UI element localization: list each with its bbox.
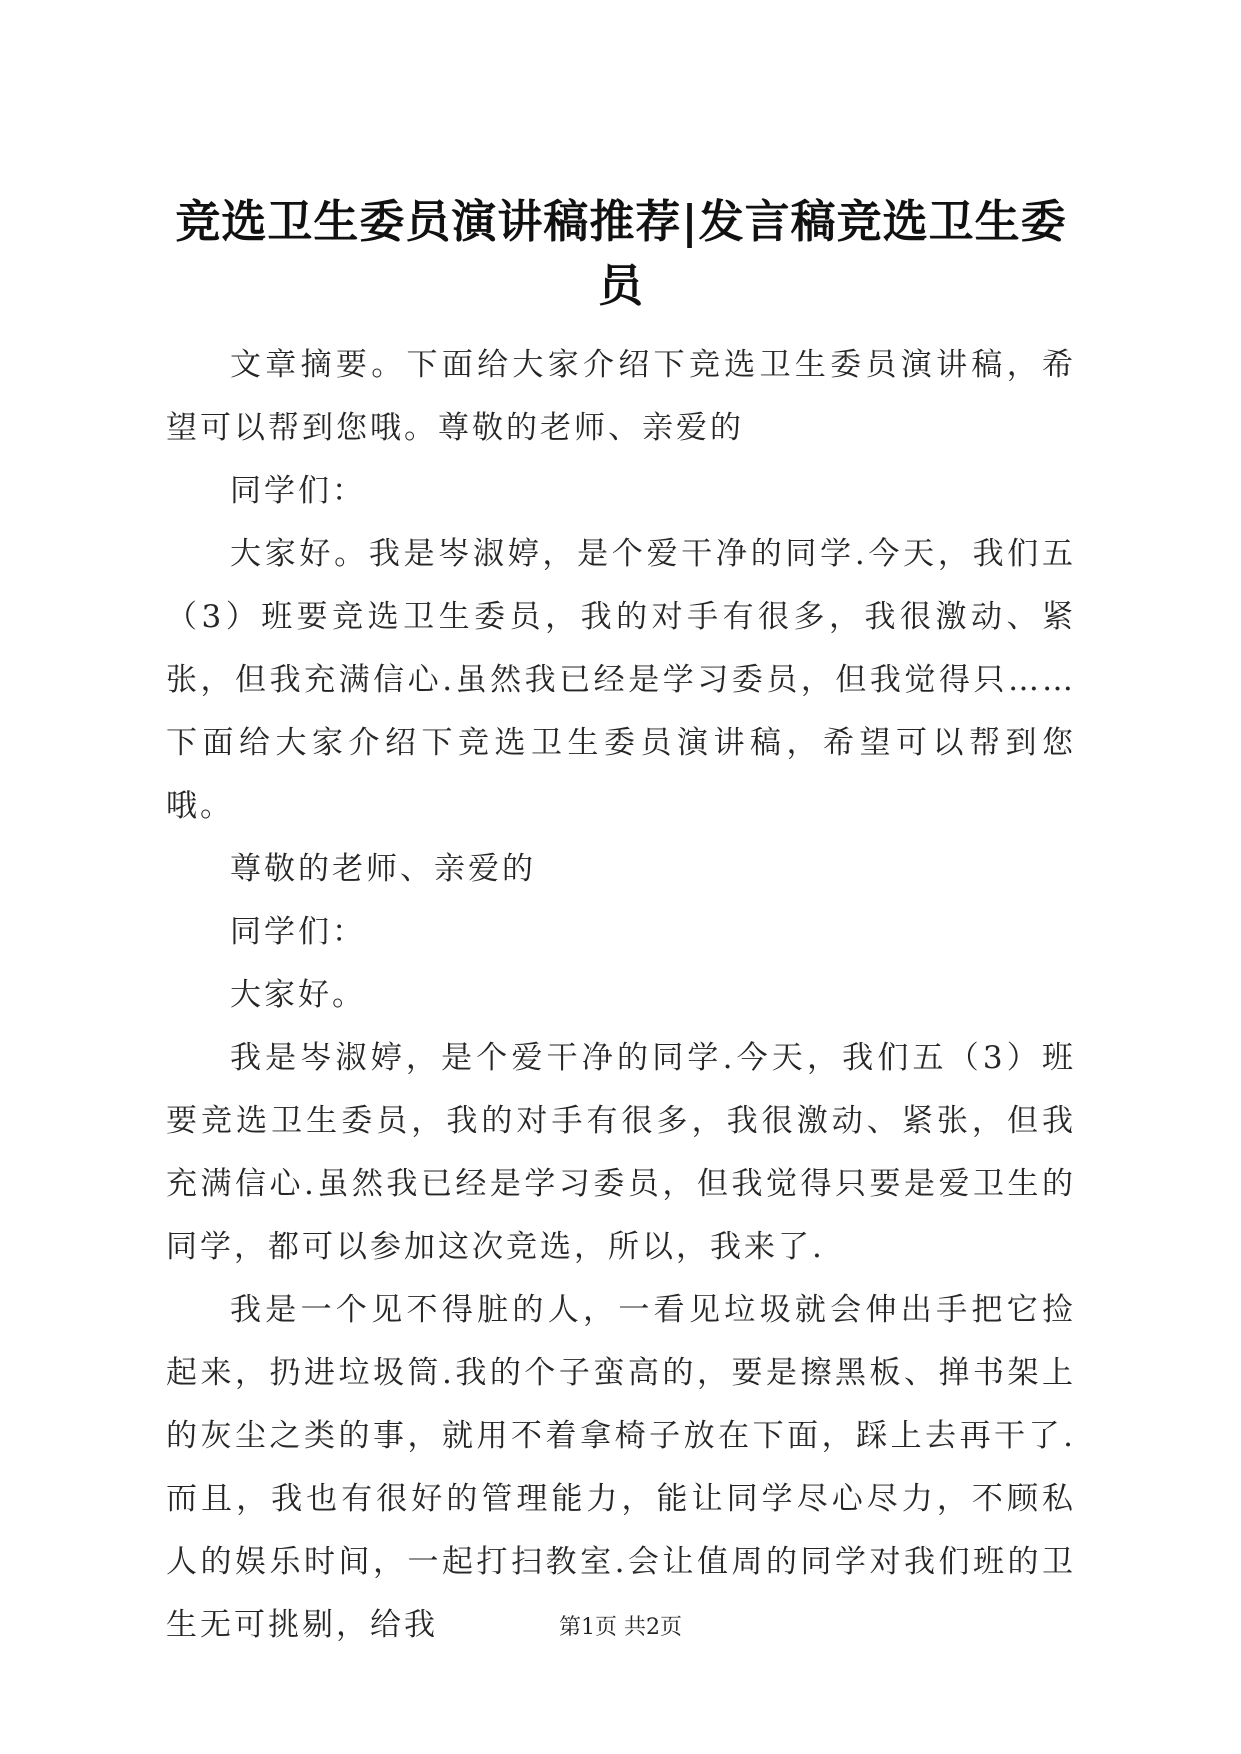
- page-number-footer: 第1页 共2页: [559, 1615, 682, 1640]
- paragraph-greeting: 同学们：: [230, 473, 366, 509]
- paragraph-introduction: 我是岑淑婷，是个爱干净的同学.今天，我们五（3）班要竞选卫生委员，我的对手有很多，我很激动、紧张，但我充满信心.虽然我已经是学习委员，但我觉得只要是爱卫生的同学，都可以参加这次竞选，所以，我来了.: [166, 1040, 1076, 1265]
- document-title: 竞选卫生委员演讲稿推荐|发言稿竞选卫生委员: [175, 195, 1067, 312]
- document-body: [166, 190, 1076, 1657]
- paragraph-summary: 大家好。我是岑淑婷，是个爱干净的同学.今天，我们五（3）班要竞选卫生委员，我的对手有很多，我很激动、紧张，但我充满信心.虽然我已经是学习委员，但我觉得只……下面给大家介绍下竞选卫生委员演讲稿，希望可以帮到您哦。: [166, 536, 1076, 824]
- paragraph-hello: 大家好。: [230, 977, 366, 1013]
- paragraph-greeting-2: 同学们：: [230, 914, 366, 950]
- paragraph-salutation: 尊敬的老师、亲爱的: [230, 851, 536, 887]
- paragraph-intro: 文章摘要。下面给大家介绍下竞选卫生委员演讲稿，希望可以帮到您哦。尊敬的老师、亲爱的: [166, 347, 1076, 446]
- paragraph-qualities: 我是一个见不得脏的人，一看见垃圾就会伸出手把它捡起来，扔进垃圾筒.我的个子蛮高的，要是擦黑板、掸书架上的灰尘之类的事，就用不着拿椅子放在下面，踩上去再干了.而且，我也有很好的管理能力，能让同学尽心尽力，不顾私人的娱乐时间，一起打扫教室.会让值周的同学对我们班的卫生无可挑剔，给我: [166, 1292, 1076, 1643]
